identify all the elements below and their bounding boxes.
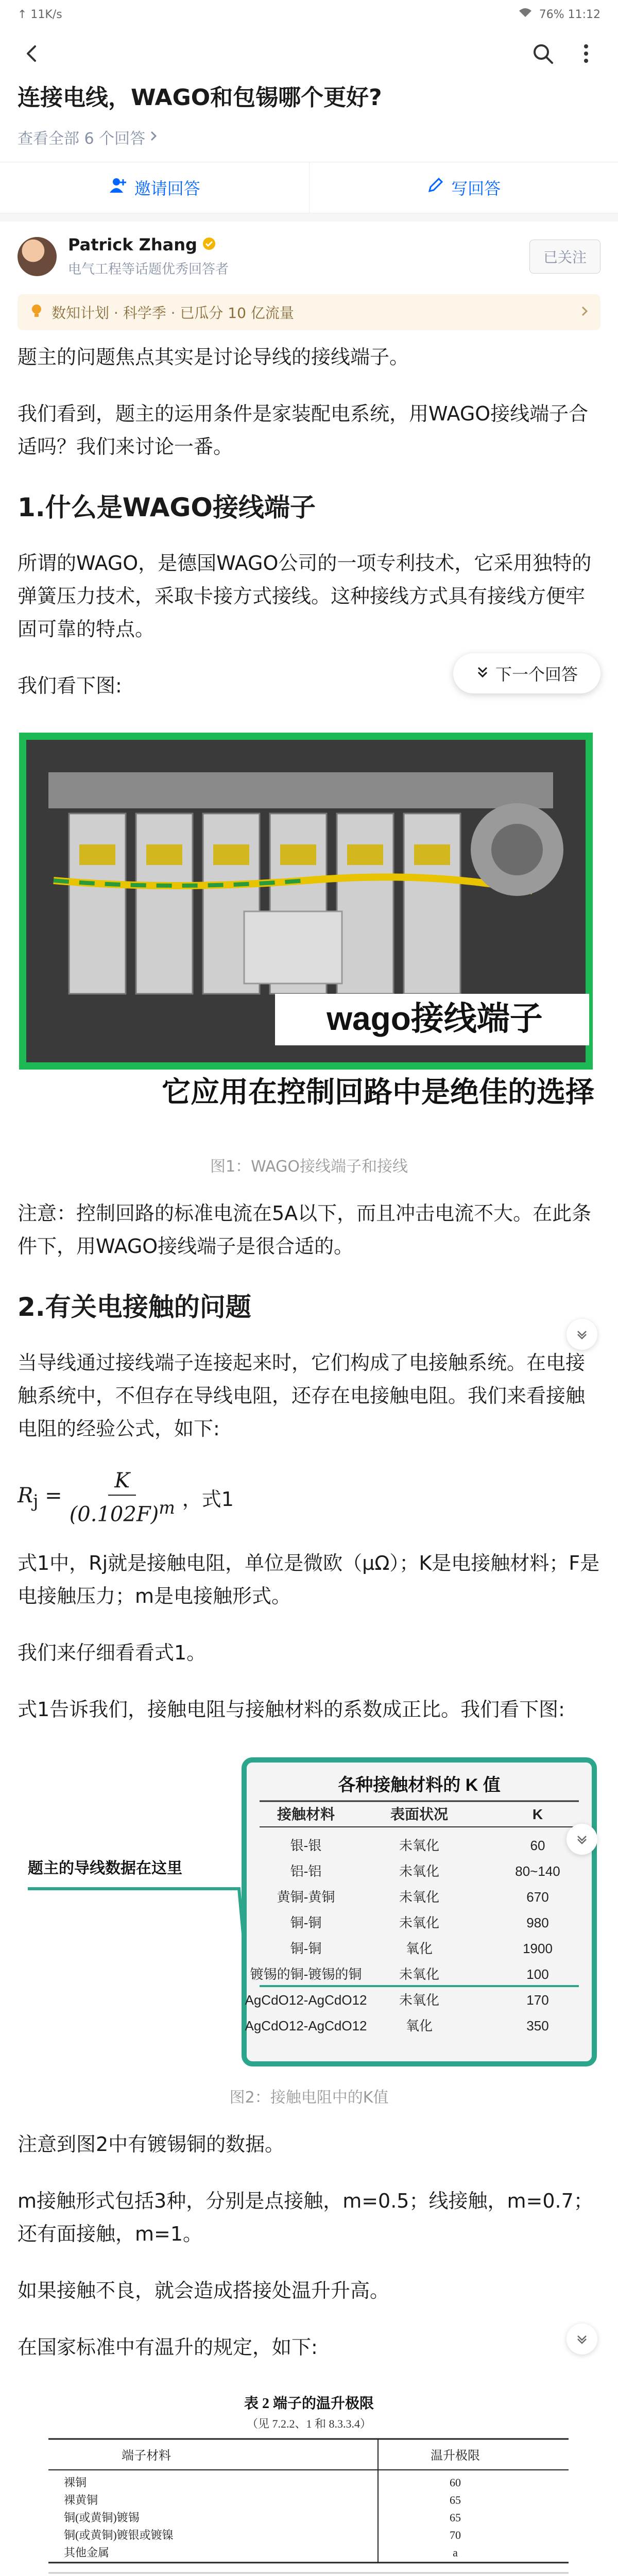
- question-actions: [0, 162, 618, 213]
- table-cell: 未氧化: [399, 1967, 440, 1982]
- wifi-icon: [519, 8, 532, 21]
- table-cell: 铜(或黄铜)镀锡: [64, 2511, 140, 2524]
- table-cell: 未氧化: [399, 1992, 440, 2008]
- table-cell: 65: [450, 2494, 461, 2507]
- table-cell: 氧化: [405, 2018, 433, 2034]
- verified-badge-icon: [202, 235, 216, 255]
- formula-lhs: $R_j$ =: [18, 1484, 62, 1512]
- collapse-chevron-icon[interactable]: [566, 1824, 597, 1855]
- section-heading: 1.什么是WAGO接线端子: [18, 493, 316, 522]
- table-cell: 其他金属: [64, 2546, 110, 2560]
- top-actions: [526, 37, 603, 70]
- table-cell: 980: [526, 1915, 549, 1931]
- wago-terminal-photo: [18, 726, 600, 1138]
- more-options-icon[interactable]: [570, 37, 603, 70]
- back-arrow-icon[interactable]: [15, 37, 48, 70]
- table-cell: 1900: [523, 1941, 553, 1957]
- table-cell: 未氧化: [399, 1863, 440, 1879]
- table-cell: 裸黄铜: [64, 2494, 98, 2507]
- view-all-answers[interactable]: [0, 114, 618, 162]
- table-cell: 70: [450, 2529, 461, 2542]
- chevron-right-icon: [580, 304, 589, 321]
- campaign-badge[interactable]: [18, 294, 600, 330]
- author-info: [68, 235, 529, 278]
- section-heading: 2.有关电接触的问题: [18, 1292, 251, 1322]
- lightbulb-icon: [29, 303, 44, 322]
- write-answer-label: 写回答: [451, 179, 501, 198]
- paragraph: 我们来仔细看看式1。: [18, 1641, 207, 1665]
- paragraph: 我们看到，题主的运用条件是家装配电系统，用WAGO接线端子合适吗？我们来讨论一番。: [18, 402, 589, 458]
- status-left: [18, 8, 62, 21]
- table-subtitle: （见 7.2.2、1 和 8.3.3.4）: [246, 2417, 372, 2431]
- chevron-right-icon: [148, 128, 159, 146]
- figure-caption: 图2：接触电阻中的K值: [229, 2089, 389, 2107]
- table-cell: 裸铜: [64, 2476, 87, 2489]
- table-header-cell: 端子材料: [122, 2449, 171, 2463]
- campaign-badge-text: 数知计划 · 科学季 · 已瓜分 10 亿流量: [52, 304, 294, 321]
- table-cell: a: [453, 2546, 458, 2560]
- avatar[interactable]: [18, 237, 57, 276]
- table-cell: 铝-铝: [290, 1863, 322, 1879]
- formula-fraction: [70, 1469, 175, 1526]
- status-bar: [0, 0, 618, 29]
- follow-button[interactable]: 已关注: [529, 240, 600, 274]
- section-gap: [0, 213, 618, 222]
- next-answer-label: 下一个回答: [495, 665, 578, 684]
- figure-caption: 图1：WAGO接线端子和接线: [210, 1158, 408, 1176]
- paragraph: 我们看下图:: [18, 674, 122, 697]
- collapse-chevron-icon[interactable]: [566, 1319, 597, 1350]
- figure-temperature-rise-table[interactable]: [18, 2387, 600, 2576]
- table-cell: 镀锡的铜-镀锡的铜: [250, 1967, 362, 1982]
- table-cell: 银-银: [290, 1838, 322, 1854]
- next-answer-button[interactable]: [453, 653, 600, 693]
- table-cell: 60: [530, 1838, 545, 1854]
- invite-answer-button[interactable]: [0, 162, 309, 213]
- collapse-chevron-icon[interactable]: [566, 2324, 597, 2354]
- table-cell: 170: [526, 1992, 549, 2008]
- table-cell: 60: [450, 2476, 461, 2489]
- double-chevron-down-icon: [476, 664, 489, 683]
- paragraph: 式1告诉我们，接触电阻与接触材料的系数成正比。我们看下图:: [18, 1698, 565, 1721]
- annotation-label: 题主的导线数据在这里: [28, 1860, 182, 1877]
- question-title[interactable]: 连接电线，WAGO和包锡哪个更好?: [18, 84, 382, 111]
- paragraph: 在国家标准中有温升的规定，如下:: [18, 2336, 318, 2359]
- author-name[interactable]: Patrick Zhang: [68, 235, 197, 255]
- table-cell: 未氧化: [399, 1915, 440, 1931]
- network-speed: ↑ 11K/s: [18, 8, 62, 21]
- table-header-cell: 接触材料: [277, 1806, 335, 1823]
- formula-numerator: K: [108, 1469, 136, 1496]
- formula-denominator: $(0.102F)^m$: [69, 1498, 175, 1527]
- table-cell: 铜-铜: [290, 1941, 322, 1957]
- table-cell: 黄铜-黄铜: [277, 1889, 335, 1905]
- paragraph: 所谓的WAGO，是德国WAGO公司的一项专利技术，它采用独特的弹簧压力技术，采取卡接方式接线。这种接线方式具有接线方便牢固可靠的特点。: [18, 552, 592, 640]
- table-cell: 未氧化: [399, 1838, 440, 1854]
- write-answer-button[interactable]: [309, 162, 618, 213]
- table-cell: 氧化: [405, 1941, 433, 1957]
- figure-k-value-table[interactable]: [18, 1750, 600, 2071]
- table-header-cell: 表面状况: [390, 1806, 449, 1823]
- table-title: 各种接触材料的 K 值: [338, 1775, 501, 1795]
- table-cell: 铜(或黄铜)镀银或镀镍: [64, 2529, 174, 2542]
- author-description: 电气工程等话题优秀回答者: [68, 262, 229, 277]
- battery-and-time: 76% 11:12: [539, 8, 600, 21]
- table-cell: 100: [526, 1967, 549, 1982]
- author-name-row: [68, 235, 529, 255]
- table-header-cell: K: [532, 1806, 543, 1823]
- paragraph: 当导线通过接线端子连接起来时，它们构成了电接触系统。在电接触系统中，不但存在导线电阻，还存在电接触电阻。我们来看接触电阻的经验公式，如下:: [18, 1351, 586, 1440]
- paragraph: 式1中，Rj就是接触电阻，单位是微欧（μΩ）；K是电接触材料；F是电接触压力；m是电接触形式。: [18, 1552, 600, 1608]
- view-all-label: 查看全部 6 个回答: [18, 130, 146, 148]
- author-row: [0, 222, 618, 287]
- temperature-rise-table-image: [18, 2387, 600, 2576]
- table-header-cell: 温升极限: [431, 2449, 480, 2463]
- top-nav-bar: [0, 29, 618, 78]
- figure-wago-terminal[interactable]: [18, 726, 600, 1140]
- table-cell: 铜-铜: [290, 1915, 322, 1931]
- formula-label: ，式1: [182, 1488, 234, 1511]
- table-cell: 670: [526, 1889, 549, 1905]
- search-icon[interactable]: [526, 37, 559, 70]
- table-cell: AgCdO12-AgCdO12: [245, 2018, 367, 2034]
- table-title: 表 2 端子的温升极限: [244, 2396, 374, 2412]
- paragraph: 题主的问题焦点其实是讨论导线的接线端子。: [18, 346, 409, 368]
- table-cell: AgCdO12-AgCdO12: [245, 1992, 367, 2008]
- paragraph: 注意到图2中有镀锡铜的数据。: [18, 2133, 285, 2156]
- table-cell: 未氧化: [399, 1889, 440, 1905]
- k-value-table-image: [18, 1750, 600, 2069]
- invite-user-icon: [109, 176, 127, 199]
- table-cell: 350: [526, 2018, 549, 2034]
- paragraph: m接触形式包括3种，分别是点接触，m=0.5；线接触，m=0.7；还有面接触，m=1。: [18, 2190, 593, 2246]
- paragraph: 如果接触不良，就会造成搭接处温升升高。: [18, 2279, 390, 2302]
- contact-resistance-formula: [18, 1469, 600, 1526]
- status-right: [519, 8, 600, 21]
- pencil-icon: [426, 177, 444, 198]
- table-cell: 80~140: [515, 1863, 560, 1879]
- table-cell: 65: [450, 2511, 461, 2524]
- paragraph: 注意：控制回路的标准电流在5A以下，而且冲击电流不大。在此条件下，用WAGO接线端子是很合适的。: [18, 1202, 592, 1258]
- figure-label: wago接线端子: [327, 1000, 543, 1037]
- invite-answer-label: 邀请回答: [134, 179, 200, 198]
- figure-banner: 它应用在控制回路中是绝佳的选择: [162, 1076, 594, 1108]
